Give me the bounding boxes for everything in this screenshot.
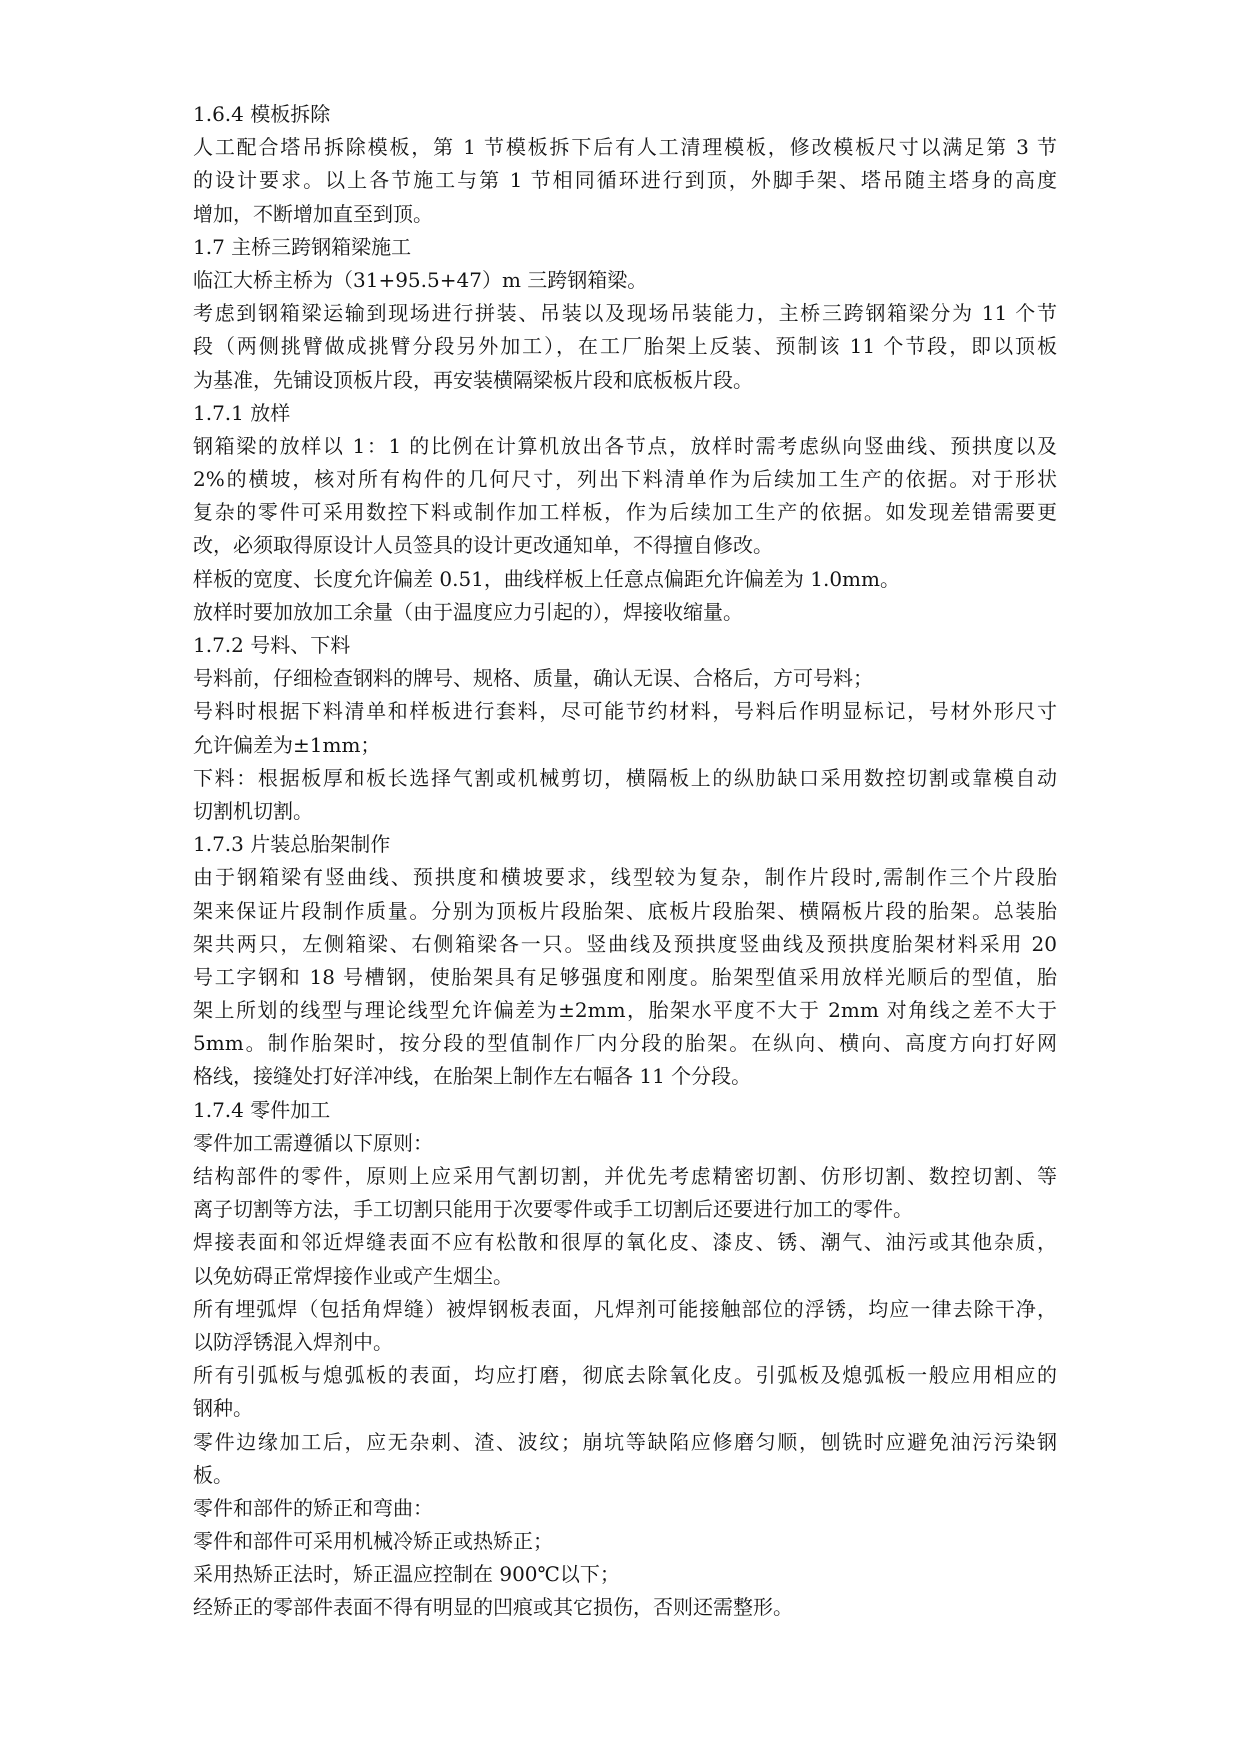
text-line: 钢种。 [193, 1396, 253, 1421]
text-line: 1.6.4 模板拆除 [193, 102, 331, 126]
text-line: 焊接表面和邻近焊缝表面不应有松散和很厚的氧化皮、漆皮、锈、潮气、油污或其他杂质， [193, 1230, 1057, 1255]
text-line: 结构部件的零件，原则上应采用气割切割，并优先考虑精密切割、仿形切割、数控切割、等 [193, 1164, 1057, 1188]
text-line: 考虑到钢箱梁运输到现场进行拼装、吊装以及现场吊装能力，主桥三跨钢箱梁分为 11 个节 [193, 301, 1057, 326]
text-line: 临江大桥主桥为（31+95.5+47）m 三跨钢箱梁。 [193, 267, 648, 292]
text-line: 离子切割等方法，手工切割只能用于次要零件或手工切割后还要进行加工的零件。 [193, 1197, 913, 1222]
text-line: 架来保证片段制作质量。分别为顶板片段胎架、底板片段胎架、横隔板片段的胎架。总装胎 [193, 898, 1057, 923]
document-body [193, 98, 1057, 1625]
text-line: 1.7 主桥三跨钢箱梁施工 [193, 234, 412, 259]
text-line: 采用热矫正法时，矫正温应控制在 900℃以下； [193, 1562, 620, 1587]
text-line: 人工配合塔吊拆除模板，第 1 节模板拆下后有人工清理模板，修改模板尺寸以满足第 3 节 [193, 135, 1057, 160]
text-line: 零件边缘加工后，应无杂刺、渣、波纹；崩坑等缺陷应修磨匀顺，刨铣时应避免油污污染钢 [193, 1429, 1057, 1454]
text-line: 零件加工需遵循以下原则： [193, 1130, 433, 1155]
text-line: 以防浮锈混入焊剂中。 [193, 1329, 393, 1354]
text-line: 1.7.2 号料、下料 [193, 633, 351, 657]
text-line: 样板的宽度、长度允许偏差 0.51，曲线样板上任意点偏距允许偏差为 1.0mm。 [193, 566, 900, 591]
text-line: 钢箱梁的放样以 1：1 的比例在计算机放出各节点，放样时需考虑纵向竖曲线、预拱度以及 [193, 433, 1057, 458]
text-line: 增加，不断增加直至到顶。 [193, 201, 433, 226]
text-line: 的设计要求。以上各节施工与第 1 节相同循环进行到顶，外脚手架、塔吊随主塔身的高度 [193, 168, 1057, 193]
text-line: 切割机切割。 [193, 798, 313, 823]
text-line: 为基准，先铺设顶板片段，再安装横隔梁板片段和底板板片段。 [193, 367, 753, 392]
text-line: 段（两侧挑臂做成挑臂分段另外加工），在工厂胎架上反装、预制该 11 个节段，即以顶板 [193, 334, 1057, 359]
text-line: 1.7.1 放样 [193, 400, 291, 425]
text-line: 下料：根据板厚和板长选择气割或机械剪切，横隔板上的纵肋缺口采用数控切割或靠模自动 [193, 765, 1057, 790]
text-line: 号料前，仔细检查钢料的牌号、规格、质量，确认无误、合格后，方可号料； [193, 666, 873, 691]
text-line: 允许偏差为±1mm； [193, 732, 381, 757]
text-line: 放样时要加放加工余量（由于温度应力引起的），焊接收缩量。 [193, 599, 743, 624]
text-line: 架共两只，左侧箱梁、右侧箱梁各一只。竖曲线及预拱度竖曲线及预拱度胎架材料采用 20 [193, 931, 1057, 956]
text-line: 1.7.4 零件加工 [193, 1097, 331, 1122]
text-line: 所有引弧板与熄弧板的表面，均应打磨，彻底去除氧化皮。引弧板及熄弧板一般应用相应的 [193, 1363, 1057, 1388]
text-line: 由于钢箱梁有竖曲线、预拱度和横坡要求，线型较为复杂，制作片段时,需制作三个片段胎 [193, 865, 1057, 890]
text-line: 格线，接缝处打好洋冲线，在胎架上制作左右幅各 11 个分段。 [193, 1064, 752, 1089]
text-line: 板。 [193, 1462, 233, 1487]
text-line: 号料时根据下料清单和样板进行套料，尽可能节约材料，号料后作明显标记，号材外形尺寸 [193, 699, 1057, 724]
text-line: 2%的横坡，核对所有构件的几何尺寸，列出下料清单作为后续加工生产的依据。对于形状 [193, 467, 1057, 492]
text-line: 以免妨碍正常焊接作业或产生烟尘。 [193, 1263, 513, 1288]
text-line: 1.7.3 片装总胎架制作 [193, 832, 391, 857]
text-line: 号工字钢和 18 号槽钢，使胎架具有足够强度和刚度。胎架型值采用放样光顺后的型值，胎 [193, 964, 1057, 989]
text-line: 架上所划的线型与理论线型允许偏差为±2mm，胎架水平度不大于 2mm 对角线之差不大于 [193, 998, 1057, 1023]
text-line: 改，必须取得原设计人员签具的设计更改通知单，不得擅自修改。 [193, 533, 773, 558]
text-line: 所有埋弧焊（包括角焊缝）被焊钢板表面，凡焊剂可能接触部位的浮锈，均应一律去除干净， [193, 1296, 1057, 1321]
text-line: 5mm。制作胎架时，按分段的型值制作厂内分段的胎架。在纵向、横向、高度方向打好网 [193, 1031, 1057, 1056]
text-line: 复杂的零件可采用数控下料或制作加工样板，作为后续加工生产的依据。如发现差错需要更 [193, 500, 1057, 525]
text-line: 零件和部件可采用机械冷矫正或热矫正； [193, 1529, 553, 1554]
text-line: 经矫正的零部件表面不得有明显的凹痕或其它损伤，否则还需整形。 [193, 1595, 793, 1620]
text-line: 零件和部件的矫正和弯曲： [193, 1495, 433, 1520]
